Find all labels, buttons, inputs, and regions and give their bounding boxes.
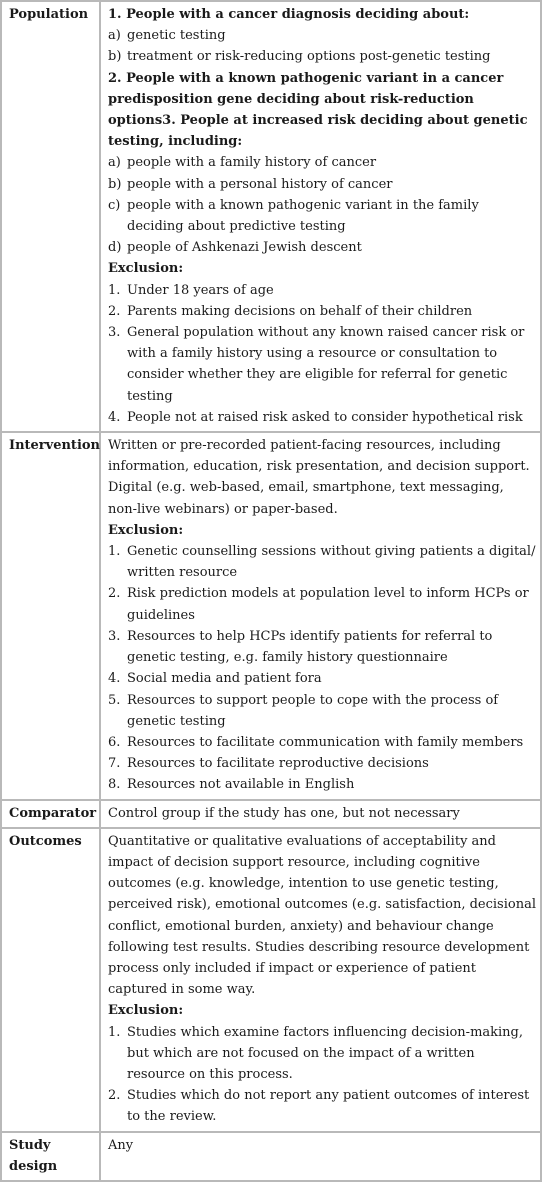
list-item	[108, 25, 536, 46]
row-content	[100, 828, 541, 1132]
list-item-text: Studies which examine factors influencing decision-making, but which are not focused on the impact of a written resource on this process.	[127, 1024, 524, 1082]
list-item	[108, 583, 536, 625]
list-marker: 7.	[108, 756, 121, 772]
list-item-text: treatment or risk-reducing options post-genetic testing	[127, 49, 491, 65]
list-item	[108, 1085, 536, 1127]
list-marker: c)	[108, 197, 121, 213]
section-heading: Exclusion:	[108, 522, 184, 538]
list-item-text: people with a known pathogenic variant in the family deciding about predictive testing	[127, 197, 479, 235]
row-content	[100, 1132, 541, 1181]
list-item-text: Social media and patient fora	[127, 671, 322, 687]
list-marker: d)	[108, 240, 122, 256]
list-item	[108, 237, 536, 258]
body-text: Control group if the study has one, but not necessary	[108, 805, 460, 821]
row-label: Comparator	[1, 800, 100, 828]
list-item	[108, 280, 536, 301]
row-label: Study design	[1, 1132, 100, 1181]
list-marker: b)	[108, 49, 122, 65]
list-item-text: people with a family history of cancer	[127, 155, 377, 171]
body-text: Any	[108, 1137, 134, 1153]
list-marker: 4.	[108, 409, 121, 425]
list-marker: 2.	[108, 303, 121, 319]
list-item-text: people with a personal history of cancer	[127, 176, 393, 192]
table-row	[1, 1, 541, 432]
table-row	[1, 432, 541, 799]
list-item	[108, 668, 536, 689]
list-marker: 4.	[108, 671, 121, 687]
list-item	[108, 1022, 536, 1086]
table-body	[1, 1, 541, 1181]
list-marker: b)	[108, 176, 122, 192]
list-marker: 2.	[108, 586, 121, 602]
list-marker: 1.	[108, 1024, 121, 1040]
list-item	[108, 626, 536, 668]
list-item	[108, 46, 536, 67]
list-marker: 2.	[108, 1088, 121, 1104]
list-item-text: Under 18 years of age	[127, 282, 274, 298]
body-text: Quantitative or qualitative evaluations of acceptability and impact of decision support resource, including cognitive outcomes (e.g. knowledge, intention to use genetic testing, perceived risk), emotional outcomes (e.g. satisfaction, decisional conflict, emotional burden, anxiety) and behaviour change following test results. Studies describing resource development process only included if impact or experience of patient captured in some way.	[108, 833, 536, 998]
list-item	[108, 732, 536, 753]
list-item	[108, 541, 536, 583]
list-item-text: Resources to facilitate reproductive decisions	[127, 756, 429, 772]
row-label: Population	[1, 1, 100, 432]
list-item	[108, 690, 536, 732]
row-content	[100, 1, 541, 432]
section-heading: Exclusion:	[108, 1003, 184, 1019]
list-item-text: General population without any known raised cancer risk or with a family history using a resource or consultation to consider whether they are eligible for referral for genetic testing	[127, 325, 525, 404]
list-item-text: people of Ashkenazi Jewish descent	[127, 240, 362, 256]
list-item-text: Risk prediction models at population level to inform HCPs or guidelines	[127, 586, 529, 623]
table-row	[1, 800, 541, 828]
section-heading: 1. People with a cancer diagnosis deciding about:	[108, 7, 470, 22]
list-item-text: Resources to support people to cope with the process of genetic testing	[127, 692, 499, 729]
list-marker: a)	[108, 155, 121, 171]
row-label: Outcomes	[1, 828, 100, 1132]
list-item	[108, 407, 536, 428]
body-text: Written or pre-recorded patient-facing resources, including information, education, risk presentation, and decision support. Digital (e.g. web-based, email, smartphone, text messaging, non-live webinars) or paper-based.	[108, 438, 530, 517]
list-item	[108, 174, 536, 195]
list-marker: 6.	[108, 734, 121, 750]
list-item	[108, 753, 536, 774]
list-marker: 8.	[108, 777, 121, 793]
list-item-text: Studies which do not report any patient outcomes of interest to the review.	[127, 1088, 530, 1125]
list-item	[108, 774, 536, 795]
list-item-text: Resources to facilitate communication with family members	[127, 734, 524, 750]
list-marker: 3.	[108, 628, 121, 644]
row-content	[100, 800, 541, 828]
list-item-text: Parents making decisions on behalf of their children	[127, 303, 473, 319]
row-content	[100, 432, 541, 799]
list-item	[108, 301, 536, 322]
list-item-text: Genetic counselling sessions without giving patients a digital/ written resource	[127, 544, 536, 581]
list-marker: 1.	[108, 282, 121, 298]
list-marker: 1.	[108, 544, 121, 560]
table-row	[1, 828, 541, 1132]
list-marker: 3.	[108, 325, 121, 341]
row-label: Intervention	[1, 432, 100, 799]
list-marker: a)	[108, 28, 121, 44]
section-heading: Exclusion:	[108, 261, 184, 277]
list-marker: 5.	[108, 692, 121, 708]
table-row	[1, 1132, 541, 1181]
list-item-text: People not at raised risk asked to consider hypothetical risk	[127, 409, 523, 425]
section-heading: 2. People with a known pathogenic variant in a cancer predisposition gene deciding about risk-reduction options3. People at increased risk deciding about genetic testing, including:	[108, 70, 528, 150]
list-item-text: genetic testing	[127, 28, 226, 44]
list-item	[108, 195, 536, 237]
list-item-text: Resources not available in English	[127, 777, 355, 793]
list-item	[108, 322, 536, 407]
list-item	[108, 152, 536, 173]
list-item-text: Resources to help HCPs identify patients for referral to genetic testing, e.g. family history questionnaire	[127, 628, 493, 666]
